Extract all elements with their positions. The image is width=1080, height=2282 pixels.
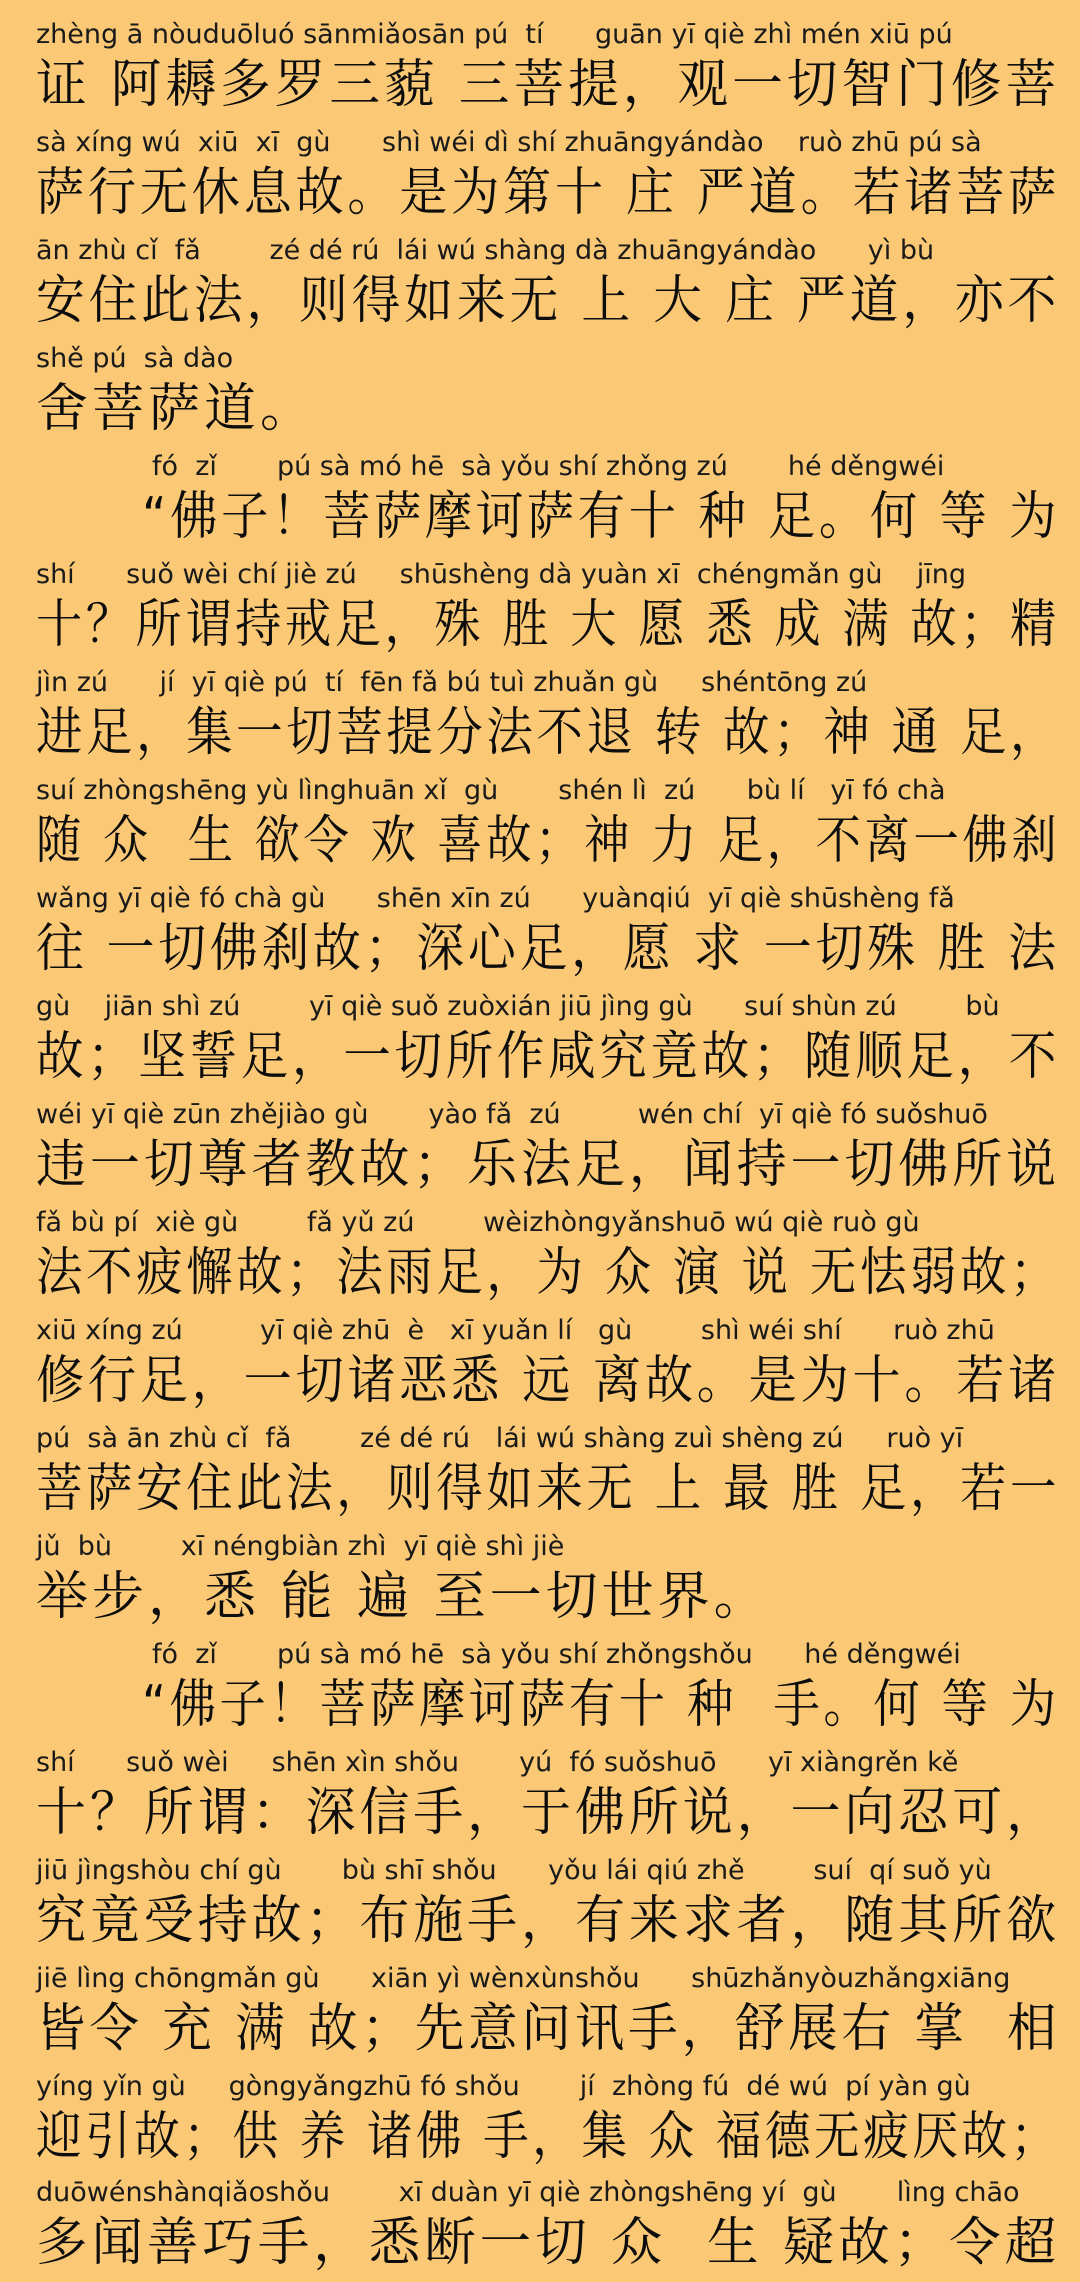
pinyin-line: shí suǒ wèi chí jiè zú shūshèng dà yuàn xī chéngmǎn gù jīng xyxy=(36,559,967,590)
hanzi-line: 皆令 充 满 故；先意问讯手，舒展右 掌 相 xyxy=(36,1999,1061,2059)
pinyin-line: jiū jìngshòu chí gù bù shī shǒu yǒu lái qiú zhě suí qí suǒ yù xyxy=(36,1855,992,1886)
pinyin-line: pú sà ān zhù cǐ fǎ zé dé rú lái wú shàng zuì shèng zú ruò yī xyxy=(36,1423,964,1454)
pinyin-line: gù jiān shì zú yī qiè suǒ zuòxián jiū jìng gù suí shùn zú bù xyxy=(36,991,1000,1022)
hanzi-line: 究竟受持故；布施手，有来求者，随其所欲 xyxy=(36,1891,1061,1951)
hanzi-line: 迎引故；供 养 诸佛 手，集 众 福德无疲厌故； xyxy=(36,2107,1060,2167)
pinyin-line: jìn zú jí yī qiè pú tí fēn fǎ bú tuì zhuǎn gù shéntōng zú xyxy=(36,667,868,698)
pinyin-line: fó zǐ pú sà mó hē sà yǒu shí zhǒngshǒu hé děngwéi xyxy=(152,1639,961,1670)
pinyin-line: jiē lìng chōngmǎn gù xiān yì wènxùnshǒu shūzhǎnyòuzhǎngxiāng xyxy=(36,1963,1011,1994)
pinyin-line: wǎng yī qiè fó chà gù shēn xīn zú yuànqiú yī qiè shūshèng fǎ xyxy=(36,883,955,914)
pinyin-line: ān zhù cǐ fǎ zé dé rú lái wú shàng dà zhuāngyándào yì bù xyxy=(36,235,935,266)
hanzi-line: “佛子！菩萨摩诃萨有十 种 手。何 等 为 xyxy=(142,1675,1060,1735)
hanzi-line: 十？所谓持戒足，殊 胜 大 愿 悉 成 满 故；精 xyxy=(36,595,1060,655)
hanzi-line: 修行足，一切诸恶悉 远 离故。是为十。若诸 xyxy=(36,1351,1061,1411)
hanzi-line: 十？所谓：深信手，于佛所说，一向忍可， xyxy=(36,1783,1061,1843)
pinyin-line: yíng yǐn gù gòngyǎngzhū fó shǒu jí zhòng fú dé wú pí yàn gù xyxy=(36,2071,971,2102)
pinyin-line: xiū xíng zú yī qiè zhū è xī yuǎn lí gù shì wéi shí ruò zhū xyxy=(36,1315,995,1346)
hanzi-line: 往 一切佛刹故；深心足，愿 求 一切殊 胜 法 xyxy=(36,919,1060,979)
hanzi-line: 舍菩萨道。 xyxy=(36,379,317,439)
hanzi-line: 进足，集一切菩提分法不退 转 故；神 通 足， xyxy=(36,703,1061,763)
hanzi-line: 随 众 生 欲令 欢 喜故；神 力 足，不离一佛刹 xyxy=(36,811,1061,871)
pinyin-line: fǎ bù pí xiè gù fǎ yǔ zú wèizhòngyǎnshuō wú qiè ruò gù xyxy=(36,1207,920,1238)
pinyin-line: suí zhòngshēng yù lìnghuān xǐ gù shén lì zú bù lí yī fó chà xyxy=(36,775,946,806)
pinyin-line: shě pú sà dào xyxy=(36,343,234,374)
pinyin-line: jǔ bù xī néngbiàn zhì yī qiè shì jiè xyxy=(36,1531,565,1562)
pinyin-line: wéi yī qiè zūn zhějiào gù yào fǎ zú wén chí yī qiè fó suǒshuō xyxy=(36,1099,988,1130)
hanzi-line: 萨行无休息故。是为第十 庄 严道。若诸菩萨 xyxy=(36,163,1061,223)
hanzi-line: 多闻善巧手，悉断一切 众 生 疑故；令超 xyxy=(36,2213,1061,2273)
hanzi-line: “佛子！菩萨摩诃萨有十 种 足。何 等 为 xyxy=(142,487,1061,547)
hanzi-line: 违一切尊者教故；乐法足，闻持一切佛所说 xyxy=(36,1135,1061,1195)
pinyin-line: sà xíng wú xiū xī gù shì wéi dì shí zhuāngyándào ruò zhū pú sà xyxy=(36,127,982,158)
hanzi-line: 故；坚誓足，一切所作咸究竟故；随顺足，不 xyxy=(36,1027,1061,1087)
hanzi-line: 证 阿耨多罗三藐 三菩提，观一切智门修菩 xyxy=(36,55,1061,115)
pinyin-line: shí suǒ wèi shēn xìn shǒu yú fó suǒshuō yī xiàngrěn kě xyxy=(36,1747,959,1778)
hanzi-line: 菩萨安住此法，则得如来无 上 最 胜 足，若一 xyxy=(36,1459,1061,1519)
hanzi-line: 举步，悉 能 遍 至一切世界。 xyxy=(36,1567,770,1627)
pinyin-line: duōwénshànqiǎoshǒu xī duàn yī qiè zhòngshēng yí gù lìng chāo xyxy=(36,2177,1020,2208)
pinyin-line: zhèng ā nòuduōluó sānmiǎosān pú tí guān yī qiè zhì mén xiū pú xyxy=(36,19,953,50)
hanzi-line: 安住此法，则得如来无 上 大 庄 严道，亦不 xyxy=(36,271,1061,331)
pinyin-line: fó zǐ pú sà mó hē sà yǒu shí zhǒng zú hé děngwéi xyxy=(152,451,945,482)
hanzi-line: 法不疲懈故；法雨足，为 众 演 说 无怯弱故； xyxy=(36,1243,1061,1303)
